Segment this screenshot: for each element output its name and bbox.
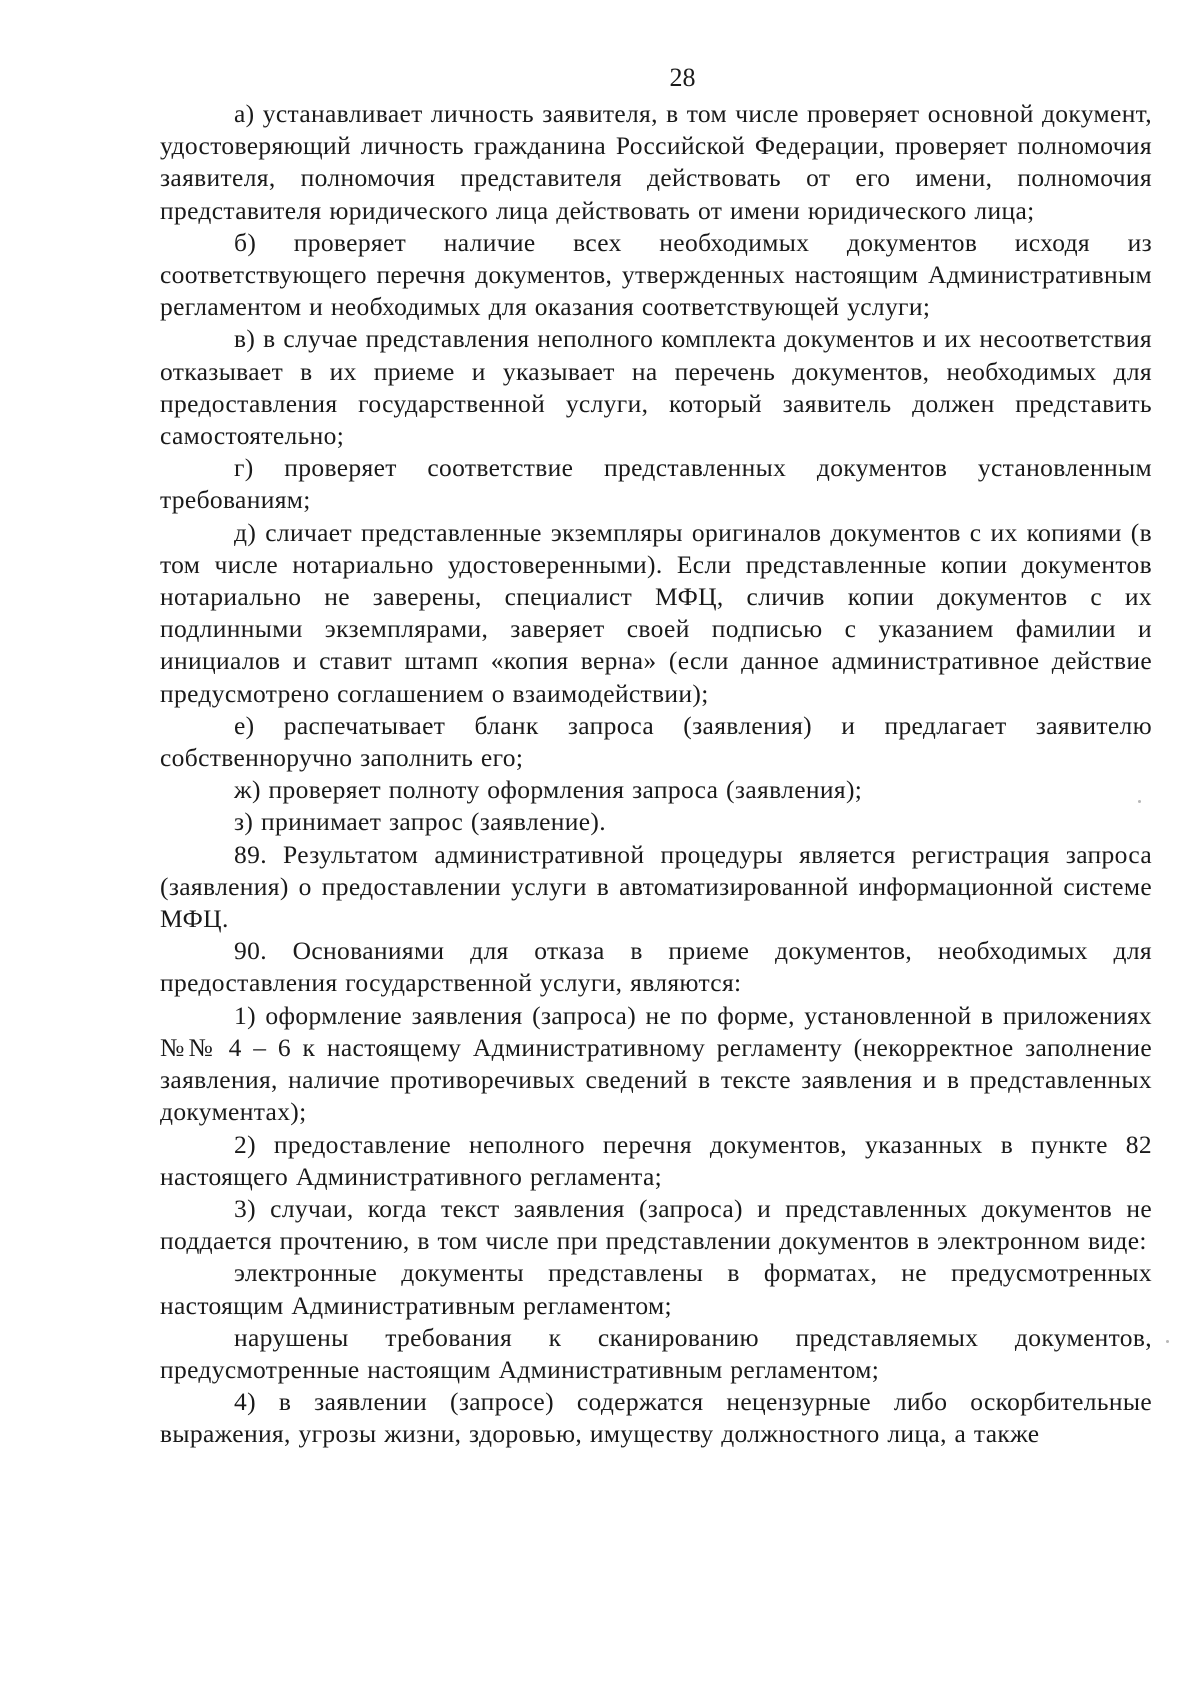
paragraph-item-d: д) сличает представленные экземпляры оригиналов документов с их копиями (в том числе нотариально удостоверенными). Если представленные копии документов нотариально не заверены, специалист МФЦ, сличив копии документов с их подлинными экземплярами, заверяет своей подписью с указанием фамилии и инициалов и ставит штамп «копия верна» (если данное административное действие предусмотрено соглашением о взаимодействии); — [160, 517, 1152, 708]
scan-speck — [1166, 1340, 1169, 1343]
paragraph-item-g: г) проверяет соответствие представленных документов установленным требованиям; — [160, 453, 1152, 515]
document-body — [160, 98, 1152, 1451]
paragraph-item-b: б) проверяет наличие всех необходимых документов исходя из соответствующего перечня документов, утвержденных настоящим Административным регламентом и необходимых для оказания соответствующей услуги; — [160, 227, 1152, 322]
paragraph-item-e: е) распечатывает бланк запроса (заявления) и предлагает заявителю собственноручно заполнить его; — [160, 710, 1152, 773]
scan-speck — [1138, 800, 1141, 803]
paragraph-ground-1: 1) оформление заявления (запроса) не по форме, установленной в приложениях №№ 4 – 6 к настоящему Административному регламенту (некорректное заполнение заявления, наличие противоречивых сведений в тексте заявления и в представленных документах); — [160, 1000, 1152, 1127]
paragraph-ground-3-sub-1: электронные документы представлены в форматах, не предусмотренных настоящим Административным регламентом; — [160, 1258, 1152, 1320]
paragraph-ground-4: 4) в заявлении (запросе) содержатся нецензурные либо оскорбительные выражения, угрозы жизни, здоровью, имуществу должностного лица, а также — [160, 1387, 1152, 1449]
paragraph-item-v: в) в случае представления неполного комплекта документов и их несоответствия отказывает в их приеме и указывает на перечень документов, необходимых для предоставления государственной услуги, который заявитель должен представить самостоятельно; — [160, 324, 1152, 451]
paragraph-clause-90: 90. Основаниями для отказа в приеме документов, необходимых для предоставления государственной услуги, являются: — [160, 936, 1152, 998]
paragraph-ground-3-sub-2: нарушены требования к сканированию представляемых документов, предусмотренные настоящим Административным регламентом; — [160, 1322, 1152, 1384]
paragraph-clause-89: 89. Результатом административной процедуры является регистрация запроса (заявления) о предоставлении услуги в автоматизированной информационной системе МФЦ. — [160, 839, 1152, 934]
paragraph-item-z: з) принимает запрос (заявление). — [234, 807, 606, 837]
page-number: 28 — [669, 63, 696, 92]
paragraph-ground-2: 2) предоставление неполного перечня документов, указанных в пункте 82 настоящего Административного регламента; — [160, 1129, 1152, 1191]
paragraph-item-zh: ж) проверяет полноту оформления запроса (заявления); — [234, 775, 863, 805]
paragraph-ground-3: 3) случаи, когда текст заявления (запроса) и представленных документов не поддается прочтению, в том числе при представлении документов в электронном виде: — [160, 1193, 1152, 1256]
paragraph-item-a: а) устанавливает личность заявителя, в том числе проверяет основной документ, удостоверяющий личность гражданина Российской Федерации, проверяет полномочия заявителя, полномочия представителя действовать от его имени, полномочия представителя юридического лица действовать от имени юридического лица; — [160, 99, 1152, 225]
